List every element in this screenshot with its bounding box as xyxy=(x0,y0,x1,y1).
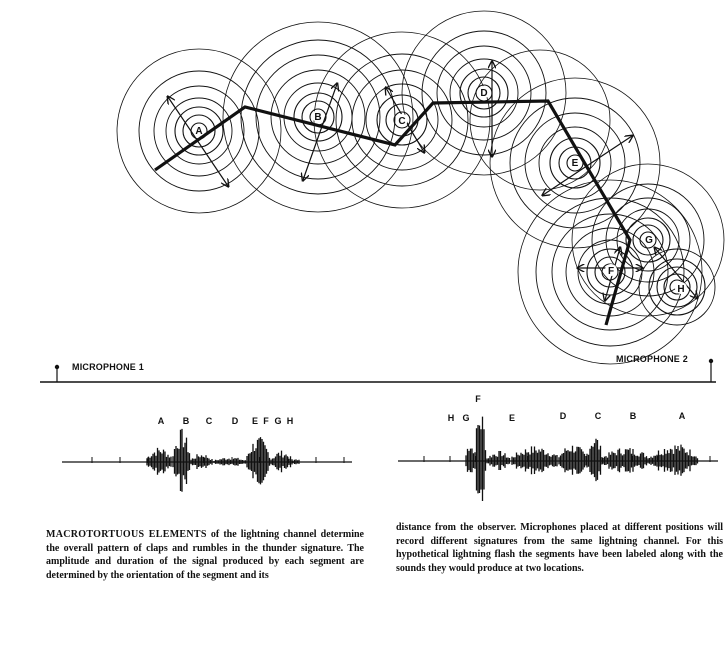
signal-burst xyxy=(173,429,190,492)
microphone-2-label: MICROPHONE 2 xyxy=(616,354,688,364)
signal-burst xyxy=(587,439,602,481)
segment-label: B xyxy=(314,112,322,123)
trace-label: G xyxy=(462,413,470,423)
orientation-arrow xyxy=(303,84,337,180)
microphone-1 xyxy=(55,365,59,382)
signal-burst xyxy=(651,445,698,476)
caption-left-text: of the lightning channel determine the overall pattern of claps and rumbles in the thunder signature. The amplitude and duration of the signal produced by each segment are determined by the orientation of the segment and its xyxy=(46,529,364,581)
thunder-signature-mic1 xyxy=(62,416,352,492)
segment-label: A xyxy=(195,126,203,137)
signal-burst xyxy=(559,446,586,475)
signal-burst xyxy=(603,448,650,473)
trace-label: A xyxy=(157,416,165,426)
figure-caption-left xyxy=(46,528,364,582)
segment-label: F xyxy=(607,266,615,277)
figure-caption-right: distance from the observer. Microphones placed at different positions will record different signatures from the same lightning channel. For this hypothetical lightning flash the segments have been labeled along with the sounds they would produce at two locations. xyxy=(396,522,723,574)
signal-burst xyxy=(475,417,486,501)
trace-label: F xyxy=(475,394,481,404)
segment-label: H xyxy=(677,284,685,295)
signal-burst xyxy=(247,437,270,484)
trace-label: G xyxy=(274,416,282,426)
trace-label: B xyxy=(182,416,190,426)
thunder-signature-mic2 xyxy=(398,394,718,501)
segment-label: C xyxy=(398,116,406,127)
segment-label: E xyxy=(571,158,579,169)
trace-label: C xyxy=(594,411,602,421)
signal-burst xyxy=(512,446,557,474)
trace-label: H xyxy=(286,416,294,426)
microphone-2 xyxy=(709,359,713,382)
trace-label: A xyxy=(678,411,686,421)
trace-label: B xyxy=(629,411,637,421)
trace-label: D xyxy=(231,416,239,426)
trace-label: H xyxy=(447,413,455,423)
trace-label: E xyxy=(508,413,516,423)
trace-label: C xyxy=(205,416,213,426)
microphone-1-label: MICROPHONE 1 xyxy=(72,362,144,372)
signal-burst xyxy=(191,454,212,469)
segment-label: D xyxy=(480,88,488,99)
signal-burst xyxy=(147,448,171,475)
trace-label: F xyxy=(263,416,269,426)
trace-label: D xyxy=(559,411,567,421)
signal-burst xyxy=(293,459,299,464)
signal-burst xyxy=(271,451,292,473)
segment-label: G xyxy=(645,235,653,246)
signal-burst xyxy=(466,449,474,473)
sound-wave-rings xyxy=(117,11,724,364)
caption-lead: MACROTORTUOUS ELEMENTS xyxy=(46,529,207,540)
trace-label: E xyxy=(251,416,259,426)
